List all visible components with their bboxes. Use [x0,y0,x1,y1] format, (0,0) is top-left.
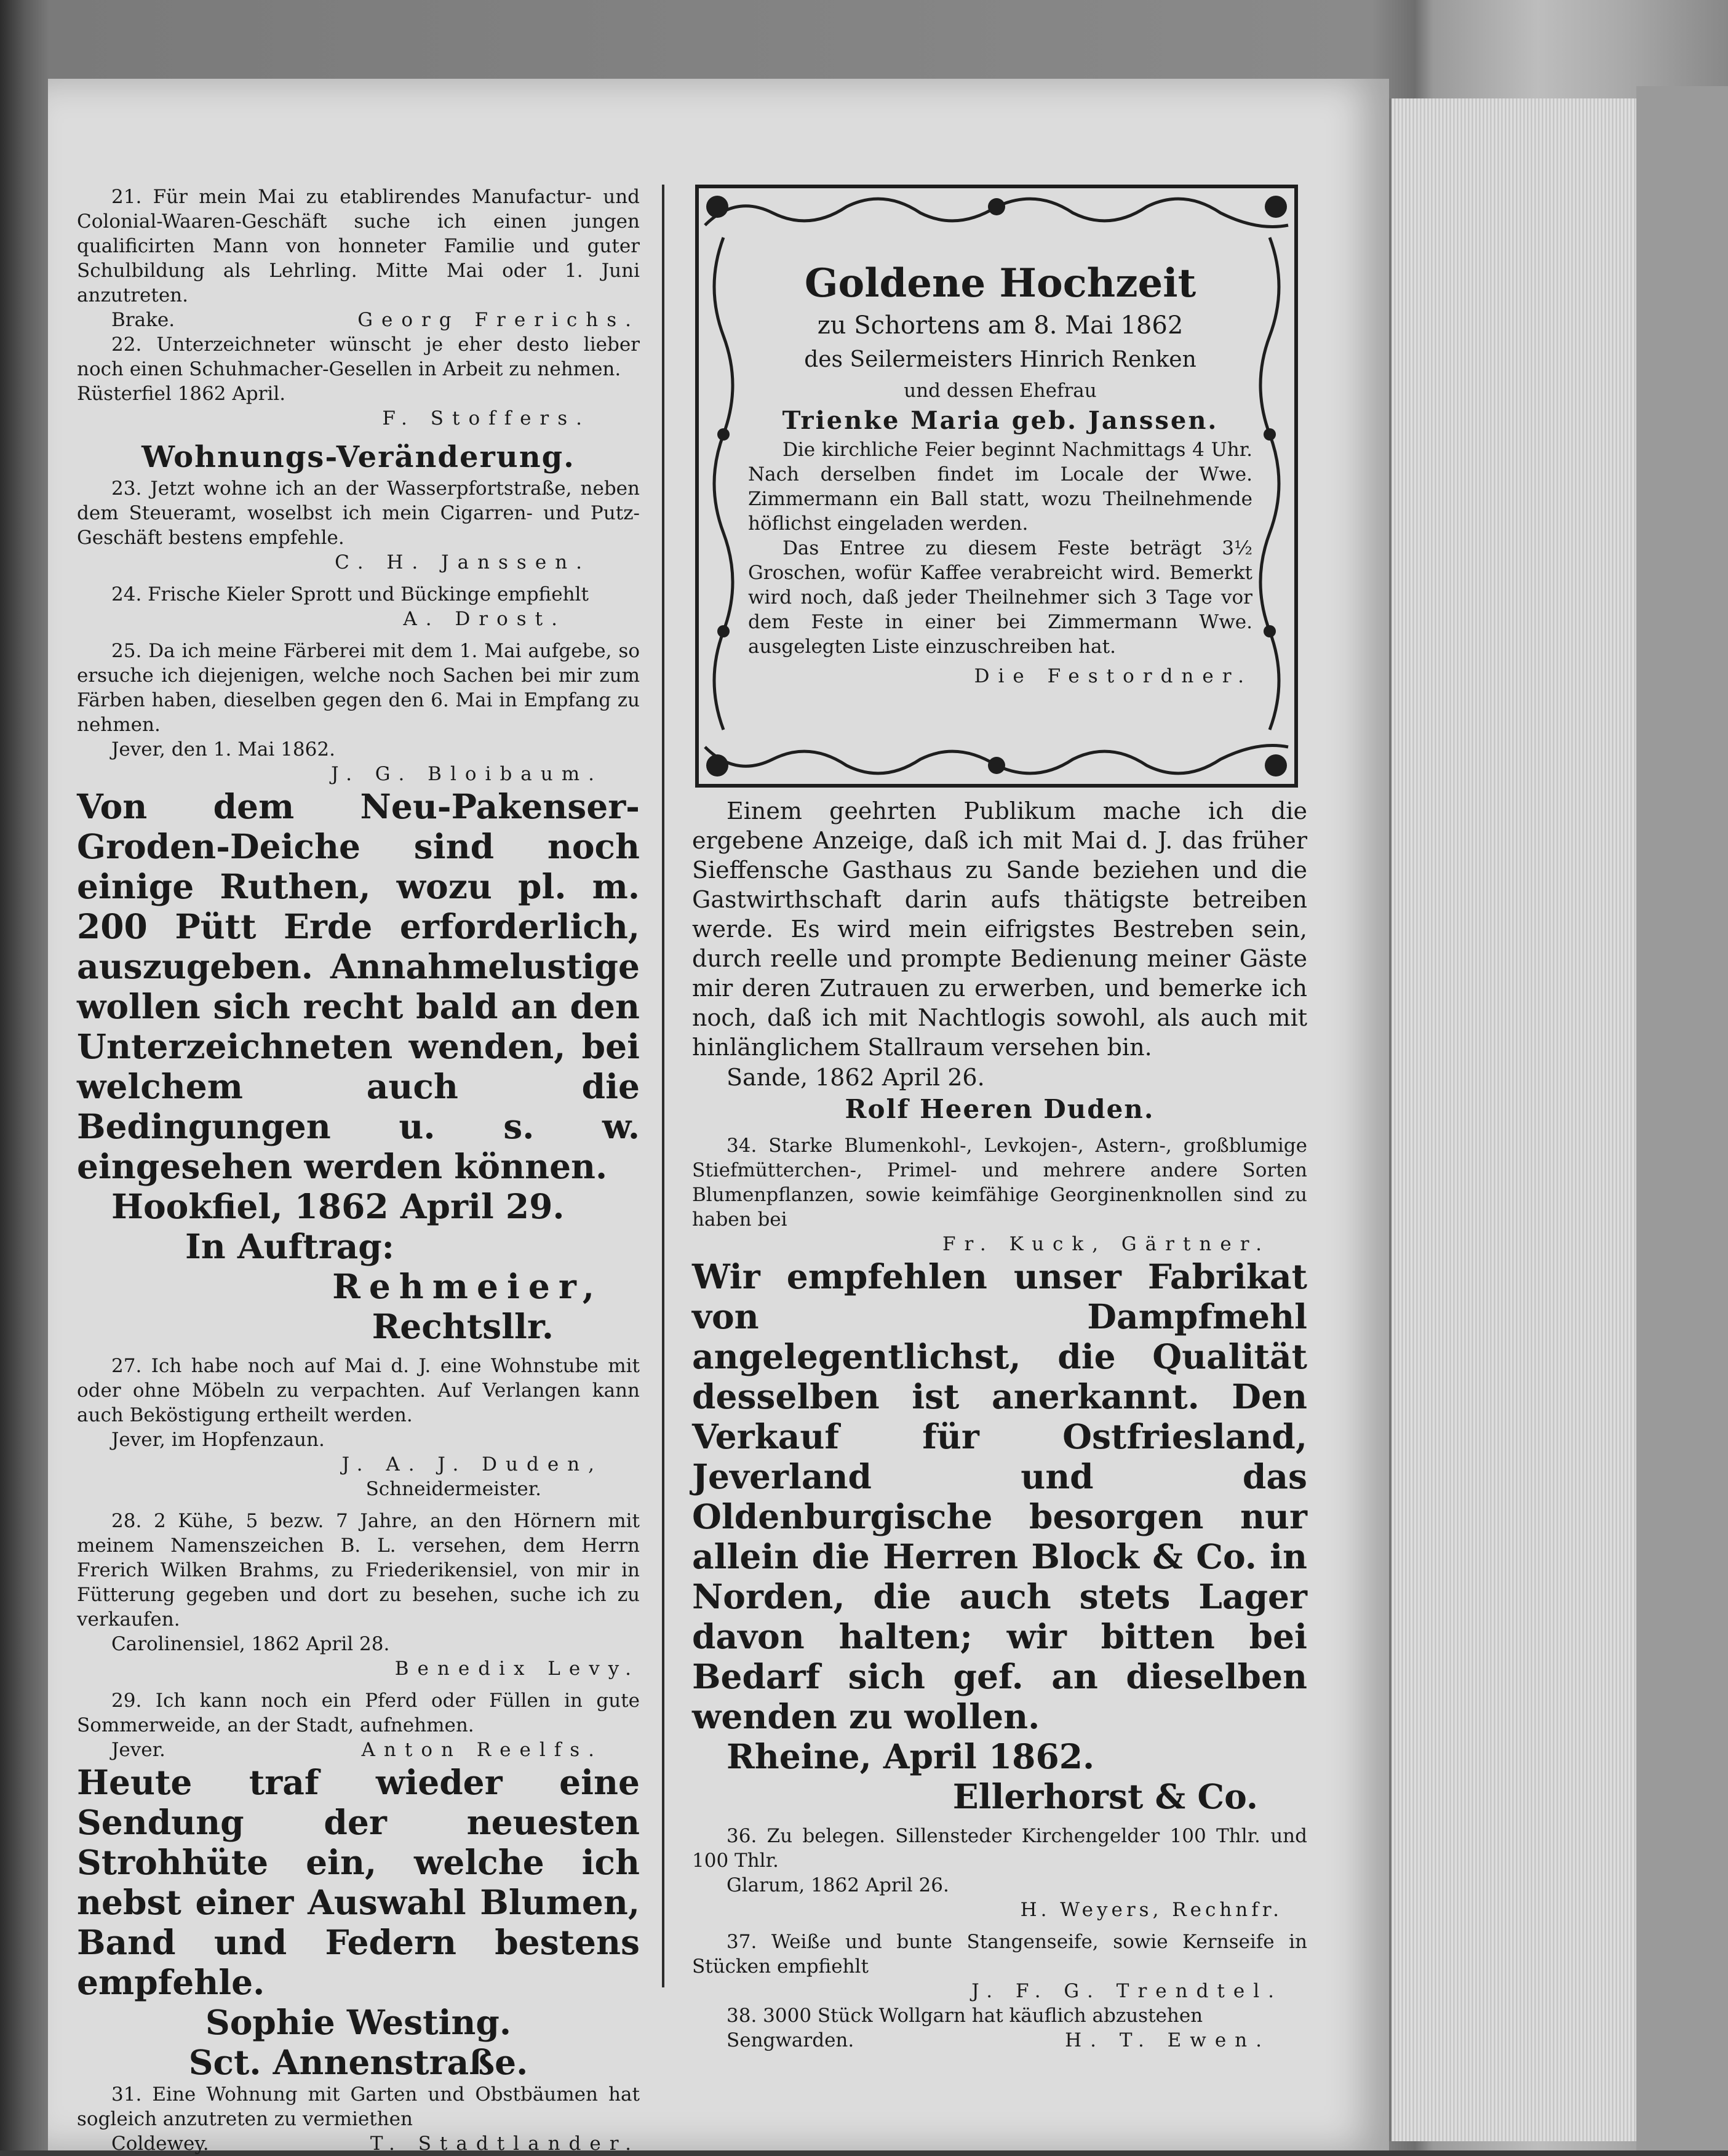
book-spine [1636,86,1728,2150]
column-rule [662,185,664,1987]
ad-signer: J. F. G. Trendtel. [971,1980,1283,2002]
ad-title: Rechtsllr. [372,1306,554,1346]
ad-25 [77,639,640,786]
ad-signer: T. Stadtlander. [370,2133,640,2155]
ad-place: Jever, im Hopfenzaun. [111,1429,325,1451]
ad-place: Jever. [111,1739,165,1761]
ad-place: Rüsterfiel 1862 April. [77,383,286,405]
ad-signer: F. Stoffers. [382,407,591,429]
ad-26 [77,786,640,1346]
ad-place: Jever, den 1. Mai 1862. [111,738,335,761]
ad-text: Von dem Neu-Pakenser-Groden-Deiche sind noch einige Ruthen, wozu pl. m. 200 Pütt Erde erforderlich, auszugeben. Annahmelustige wollen sich recht bald an den Unterzeichneten wenden, bei welchem auch die Bedingungen u. s. w. eingesehen werden können. [77,786,640,1186]
ad-text: 37. Weiße und bunte Stangenseife, sowie Kernseife in Stücken empfiehlt [692,1931,1307,1978]
ad-place: Sengwarden. [727,2029,854,2051]
ad-signer: A. Drost. [403,608,566,630]
ad-text: 25. Da ich meine Färberei mit dem 1. Mai aufgebe, so ersuche ich diejenigen, welche noch Sachen bei mir zum Färben haben, dieselben gegen den 6. Mai in Empfang zu nehmen. [77,640,640,736]
ad-signer: C. H. Janssen. [335,551,591,573]
notice-signer: Die Festordner. [974,665,1252,687]
ad-23 [77,476,640,575]
ad-28 [77,1509,640,1681]
ad-38 [692,2003,1307,2053]
ad-37 [692,1930,1307,2003]
ad-place: Glarum, 1862 April 26. [727,1874,949,1896]
ad-address: Sct. Annenstraße. [188,2042,528,2082]
ad-text: 23. Jetzt wohne ich an der Wasserpfortstraße, neben dem Steueramt, woselbst ich mein Cigarren- und Putz-Geschäft bestens empfehle. [77,477,640,549]
notice-text: Die kirchliche Feier beginnt Nachmittags 4 Uhr. Nach derselben findet im Locale der Wwe. Zimmermann ein Ball statt, wozu Theilnehmende höflichst eingeladen werden. [748,439,1252,535]
page-edges [1389,98,1650,2141]
ad-signer: Anton Reelfs. [361,1739,603,1761]
ad-signer: H. T. Ewen. [1065,2029,1270,2051]
ad-signer: Georg Frerichs. [357,309,640,331]
ad-place: Coldewey. [111,2133,209,2155]
notice-line: zu Schortens am 8. Mai 1862 [817,311,1184,340]
ad-place: Brake. [111,309,175,331]
ad-29 [77,1688,640,1762]
section-heading: Wohnungs-Veränderung. [141,440,575,474]
ad-text: 38. 3000 Stück Wollgarn hat käuflich abzustehen [727,2005,1203,2027]
ad-signer: Ellerhorst & Co. [952,1776,1258,1816]
ad-signer: Fr. Kuck, Gärtner. [942,1233,1270,1255]
ad-signer: J. A. J. Duden, [341,1453,603,1475]
ad-34 [692,1133,1307,1256]
ad-35 [692,1256,1307,1816]
ad-text: Wir empfehlen unser Fabrikat von Dampfmehl angelegentlichst, die Qualität desselben ist anerkannt. Den Verkauf für Ostfriesland, Jeverland und das Oldenburgische besorgen nur allein die Herren Block & Co. in Norden, die auch stets Lager davon halten; wir bitten bei Bedarf sich gef. an dieselben wenden zu wollen. [692,1256,1307,1736]
ad-signer: Benedix Levy. [394,1658,640,1680]
ad-title: Schneidermeister. [365,1478,541,1500]
notice-text: Das Entree zu diesem Feste beträgt 3½ Groschen, wofür Kaffee verabreicht wird. Bemerkt wird noch, daß jeder Theilnehmer sich 3 Tage vor dem Feste in einer bei Zimmermann Wwe. ausgelegten Liste einzuschreiben hat. [748,537,1252,658]
ad-text: 24. Frische Kieler Sprott und Bückinge empfiehlt [111,583,589,605]
ad-27 [77,1354,640,1501]
ad-text: 31. Eine Wohnung mit Garten und Obstbäumen hat sogleich anzutreten zu vermiethen [77,2083,640,2130]
ad-signer: Rehmeier, [332,1266,603,1306]
ad-24 [77,582,640,631]
notice-title: Goldene Hochzeit [804,260,1196,306]
ad-place: Sande, 1862 April 26. [727,1064,985,1091]
ad-auftrag: In Auftrag: [185,1226,394,1266]
notice-line: und dessen Ehefrau [904,380,1097,402]
ad-text: Heute traf wieder eine Sendung der neuesten Strohhüte ein, welche ich nebst einer Auswahl Blumen, Band und Federn bestens empfehle. [77,1762,640,2002]
notice-name: Trienke Maria geb. Janssen. [782,406,1219,435]
ad-21 [77,185,640,332]
ad-place: Rheine, April 1862. [727,1736,1095,1776]
golden-wedding-notice [695,185,1298,788]
ad-signer: H. Weyers, Rechnfr. [1020,1899,1283,1921]
left-column [77,185,640,2156]
ad-text: 21. Für mein Mai zu etablirendes Manufactur- und Colonial-Waaren-Geschäft suche ich einen jungen qualificirten Mann von honneter Familie und guter Schulbildung als Lehrling. Mitte Mai oder 1. Juni anzutreten. [77,186,640,306]
ad-signer: Rolf Heeren Duden. [845,1094,1155,1124]
ad-signer: Sophie Westing. [205,2002,511,2042]
ad-36 [692,1824,1307,1922]
ad-text: 28. 2 Kühe, 5 bezw. 7 Jahre, an den Hörnern mit meinem Namenszeichen B. L. versehen, dem Herrn Frerich Wilken Brahms, zu Friederikensiel, von mir in Fütterung gegeben und dort zu besehen, suche ich zu verkaufen. [77,1510,640,1631]
ad-text: 36. Zu belegen. Sillensteder Kirchengelder 100 Thlr. und 100 Thlr. [692,1825,1307,1872]
ad-30 [77,1762,640,2082]
notice-line: des Seilermeisters Hinrich Renken [804,347,1196,372]
ad-signer: J. G. Bloibaum. [331,763,603,785]
right-column [692,185,1307,2053]
ad-text: Einem geehrten Publikum mache ich die ergebene Anzeige, daß ich mit Mai d. J. das früher Sieffensche Gasthaus zu Sande beziehen und die Gastwirthschaft darin aufs thätigste betreiben werde. Es wird mein eifrigstes Bestreben sein, durch reelle und prompte Bedienung meiner Gäste mir deren Zutrauen zu erwerben, und bemerke ich noch, daß ich mit Nachtlogis sowohl, als auch mit hinlänglichem Stallraum versehen bin. [692,797,1307,1061]
ad-text: 27. Ich habe noch auf Mai d. J. eine Wohnstube mit oder ohne Möbeln zu verpachten. Auf Verlangen kann auch Beköstigung ertheilt werden. [77,1355,640,1426]
ad-33 [692,796,1307,1126]
ad-text: 29. Ich kann noch ein Pferd oder Füllen in gute Sommerweide, an der Stadt, aufnehmen. [77,1690,640,1736]
ad-place: Hookfiel, 1862 April 29. [111,1186,565,1226]
ad-22 [77,332,640,431]
ad-place: Carolinensiel, 1862 April 28. [111,1633,390,1655]
ad-text: 22. Unterzeichneter wünscht je eher desto lieber noch einen Schuhmacher-Gesellen in Arbeit zu nehmen. [77,333,640,380]
ad-31 [77,2082,640,2156]
ad-text: 34. Starke Blumenkohl-, Levkojen-, Astern-, großblumige Stiefmütterchen-, Primel- und mehrere andere Sorten Blumenpflanzen, sowie keimfähige Georginenknollen sind zu haben bei [692,1135,1307,1231]
